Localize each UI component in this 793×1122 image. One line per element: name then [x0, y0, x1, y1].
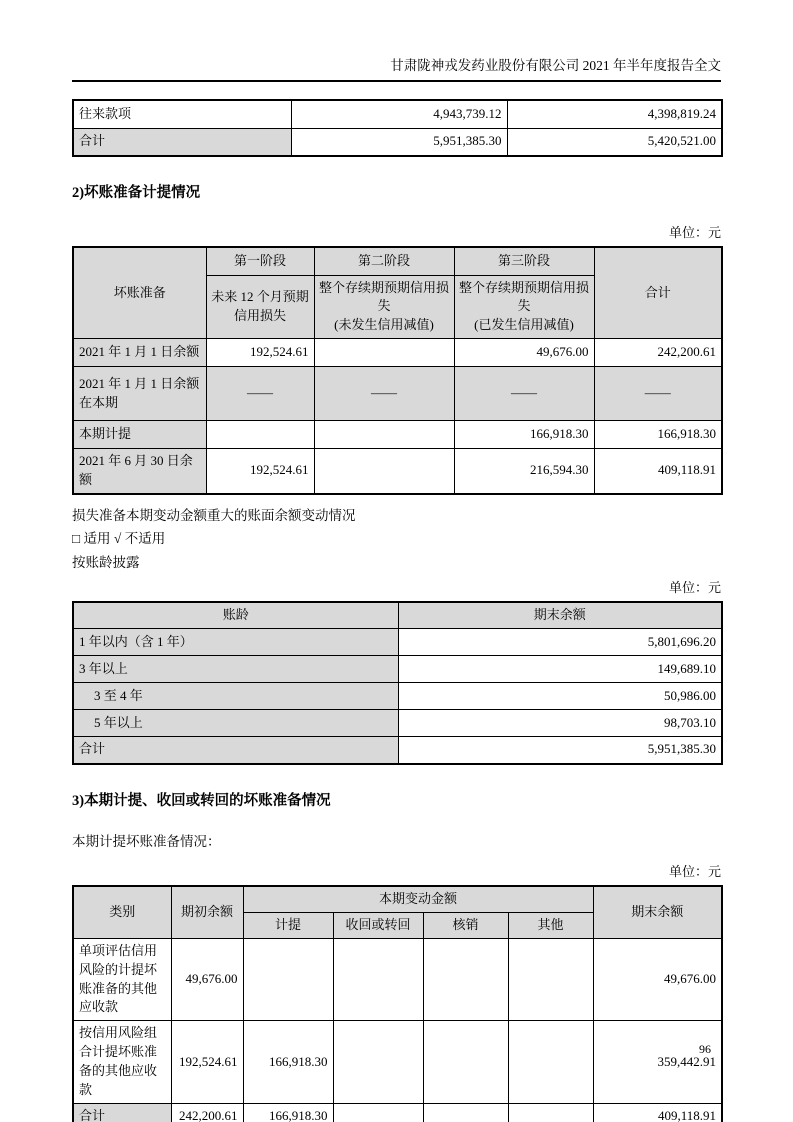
value-cell [243, 938, 333, 1020]
unit-label: 单位：元 [668, 864, 721, 880]
opening-header-cell: 期初余额 [171, 886, 243, 938]
other-header-cell: 其他 [508, 913, 593, 939]
value-cell [333, 938, 423, 1020]
dash-cell: —— [594, 367, 722, 421]
value-cell: 49,676.00 [454, 339, 594, 367]
value-cell: 4,398,819.24 [507, 100, 722, 128]
section2-heading: 2)坏账准备计提情况 [72, 185, 201, 201]
stage3-desc-cell [454, 275, 594, 339]
value-cell [314, 449, 454, 494]
change-table [72, 885, 723, 1122]
writeoff-header-cell: 核销 [423, 913, 508, 939]
value-cell: 409,118.91 [593, 1103, 722, 1122]
value-cell: 5,420,521.00 [507, 128, 722, 156]
value-cell: 49,676.00 [593, 938, 722, 1020]
unit-label: 单位：元 [668, 579, 721, 595]
row-label-cell: 3 年以上 [73, 656, 398, 683]
row-label-cell: 2021 年 1 月 1 日余额在本期 [73, 367, 206, 421]
value-cell [333, 1021, 423, 1103]
aging-table [72, 601, 723, 765]
applicability-line: □ 适用 √ 不适用 [72, 531, 166, 547]
row-label-cell: 按信用风险组合计提坏账准备的其他应收款 [73, 1021, 171, 1103]
value-cell [314, 421, 454, 449]
stage-header-row-1 [73, 247, 722, 275]
report-header-title: 甘肃陇神戎发药业股份有限公司 2021 年半年度报告全文 [390, 58, 721, 73]
row-label-cell: 本期计提 [73, 421, 206, 449]
table-row-total [73, 1103, 722, 1122]
value-cell: 5,951,385.30 [291, 128, 507, 156]
total-label-cell: 合计 [73, 737, 398, 764]
dash-cell: —— [206, 367, 314, 421]
row-label-cell: 3 至 4 年 [73, 683, 398, 710]
closing-balance-header-cell: 期末余额 [398, 602, 722, 629]
value-cell: 166,918.30 [243, 1103, 333, 1122]
unit-label: 单位：元 [668, 225, 721, 240]
value-cell [423, 1103, 508, 1122]
value-cell: 166,918.30 [243, 1021, 333, 1103]
total-label-cell: 合计 [73, 128, 291, 156]
table-row [73, 938, 722, 1020]
accrual-header-cell: 计提 [243, 913, 333, 939]
change-group-header-cell: 本期变动金额 [243, 886, 593, 912]
table-row [73, 710, 722, 737]
stage2-desc-note: (未发生信用减值) [334, 317, 434, 333]
table-row [73, 421, 722, 449]
row-label-cell: 1 年以内（含 1 年） [73, 629, 398, 656]
category-header-cell: 类别 [73, 886, 171, 938]
stage3-desc: 整个存续期预期信用损失 [458, 279, 589, 314]
value-cell: 409,118.91 [594, 449, 722, 494]
value-cell: 166,918.30 [454, 421, 594, 449]
aging-header-row [73, 602, 722, 629]
value-cell [423, 938, 508, 1020]
table-row [73, 656, 722, 683]
value-cell: 216,594.30 [454, 449, 594, 494]
stage3-header-cell: 第三阶段 [454, 247, 594, 275]
value-cell: 98,703.10 [398, 710, 722, 737]
page-content [72, 0, 721, 1122]
row-label-cell: 2021 年 6 月 30 日余额 [73, 449, 206, 494]
row-label-cell: 单项评估信用风险的计提坏账准备的其他应收款 [73, 938, 171, 1020]
value-cell: 149,689.10 [398, 656, 722, 683]
category-cell: 往来款项 [73, 100, 291, 128]
table-row [73, 1021, 722, 1103]
table-row-total [73, 128, 722, 156]
value-cell: 5,951,385.30 [398, 737, 722, 764]
category-header-cell: 坏账准备 [73, 247, 206, 339]
page-number: 96 [699, 1042, 711, 1056]
value-cell [508, 938, 593, 1020]
stage1-desc: 未来 12 个月预期信用损失 [211, 288, 309, 323]
change-header-row-1 [73, 886, 722, 912]
total-label-cell: 合计 [73, 1103, 171, 1122]
value-cell: 49,676.00 [171, 938, 243, 1020]
value-cell [423, 1021, 508, 1103]
table-row [73, 449, 722, 494]
dash-cell: —— [454, 367, 594, 421]
row-label-cell: 2021 年 1 月 1 日余额 [73, 339, 206, 367]
report-header [72, 0, 721, 82]
value-cell: 50,986.00 [398, 683, 722, 710]
stage2-header-cell: 第二阶段 [314, 247, 454, 275]
recover-header-cell: 收回或转回 [333, 913, 423, 939]
provision-intro: 本期计提坏账准备情况： [72, 833, 221, 849]
table-row [73, 683, 722, 710]
stage2-desc-cell [314, 275, 454, 339]
value-cell: 242,200.61 [594, 339, 722, 367]
section3-heading: 3)本期计提、收回或转回的坏账准备情况 [72, 792, 331, 809]
value-cell [333, 1103, 423, 1122]
value-cell: 359,442.91 [593, 1021, 722, 1103]
value-cell [206, 421, 314, 449]
closing-header-cell: 期末余额 [593, 886, 722, 938]
stage1-desc-cell [206, 275, 314, 339]
stage-table [72, 246, 723, 495]
value-cell [508, 1021, 593, 1103]
table-row [73, 339, 722, 367]
stage1-header-cell: 第一阶段 [206, 247, 314, 275]
value-cell [508, 1103, 593, 1122]
row-label-cell: 5 年以上 [73, 710, 398, 737]
value-cell: 192,524.61 [171, 1021, 243, 1103]
loss-change-note: 损失准备本期变动金额重大的账面余额变动情况 [72, 507, 356, 523]
dash-cell: —— [314, 367, 454, 421]
aging-header-cell: 账龄 [73, 602, 398, 629]
table-row [73, 629, 722, 656]
table-row [73, 367, 722, 421]
value-cell: 242,200.61 [171, 1103, 243, 1122]
table-row-total [73, 737, 722, 764]
stage3-desc-note: (已发生信用减值) [474, 317, 574, 333]
value-cell: 4,943,739.12 [291, 100, 507, 128]
aging-disclosure-note: 按账龄披露 [72, 554, 140, 570]
carryover-table [72, 99, 723, 157]
table-row [73, 100, 722, 128]
value-cell [314, 339, 454, 367]
value-cell: 192,524.61 [206, 339, 314, 367]
value-cell: 192,524.61 [206, 449, 314, 494]
total-header-cell: 合计 [594, 247, 722, 339]
value-cell: 5,801,696.20 [398, 629, 722, 656]
value-cell: 166,918.30 [594, 421, 722, 449]
stage2-desc: 整个存续期预期信用损失 [318, 279, 449, 314]
